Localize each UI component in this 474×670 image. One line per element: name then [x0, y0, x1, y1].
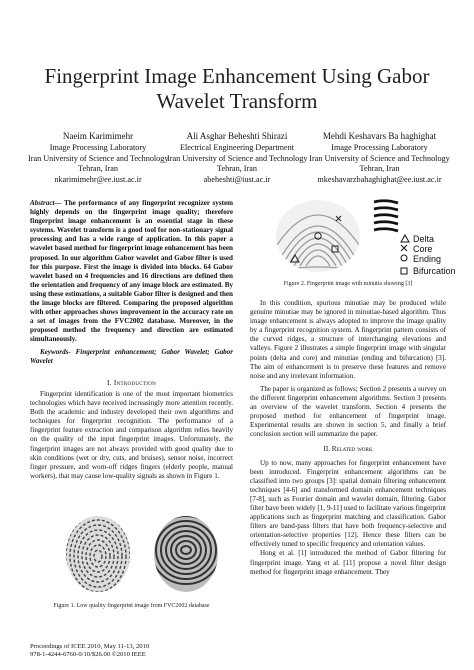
author-affiliation: Image Processing Laboratory	[49, 143, 147, 153]
legend-delta: Delta	[413, 234, 435, 244]
proceedings-footer	[30, 643, 149, 659]
figure-1-image	[58, 510, 228, 595]
paragraph-hong: Hong et al. [1] introduced the method of Gabor filtering for fingerprint image. Yang et al. [11] propose a novel filter design method for fingerprint image enhancement. They	[250, 549, 446, 576]
author-name: Mehdi Keshavars Ba haghighat	[322, 131, 437, 141]
title-line-2: Wavelet Transform	[156, 89, 318, 113]
paragraph-related-work: Up to now, many approaches for fingerprint enhancement have been introduced. Fingerprint enhancement algorithms can be classified into two groups [3]: spatial domain filtering enhancement techniques [4-6] and transformed domain enhancement techniques [7-8], such as Fourier domain and wavelet domain, filtering. Gabor filter have been widely [1, 9-11] used to facilitate various fingerprint applications such as fingerprint matching and classification. Gabor filters are band-pass filters that have both frequency-selective and orientation-selective properties [12]. Hence these filters can be effectively tuned to specific frequency and orientation values.	[250, 458, 446, 549]
author-location: Tehran, Iran	[217, 164, 257, 174]
abstract-label: Abstract—	[30, 199, 62, 207]
abstract-text: The performance of any fingerprint recognizer system highly depends on the fingerprint image quality; therefore fingerprint image enhancement is an essential stage in these systems. Wavelet transform is a good tool for non-stationary signal processing and has a wide range of application. In this paper a wavelet based method for fingerprint image enhancement has been proposed. In our algorithm Gabor wavelet and Gabor filter is used for this purpose. First the image is divided into blocks. 64 Gabor wavelet based on 4 frequencies and 16 directions are defined then the orientation and frequency of any image block are estimated. By using these estimations, a suitable Gabor filter is designed and then the image blocks are filtered. Comparing the proposed algorithm with other approaches shows improvement in the accuracy rate on a set of images from the FVC2002 database. Moreover, in the proposed method the frequency and direction are estimated simultaneously.	[30, 199, 233, 344]
title-line-1: Fingerprint Image Enhancement Using Gabor	[44, 64, 430, 88]
author-name: Naeim Karimimehr	[62, 131, 134, 141]
author-name: Ali Asghar Beheshti Shirazi	[186, 131, 288, 141]
author-institution: Iran University of Science and Technology	[28, 153, 169, 163]
figure-2-image	[270, 196, 456, 278]
author-institution: Iran University of Science and Technology	[309, 153, 450, 163]
author-location: Tehran, Iran	[78, 164, 118, 174]
figure-1-caption: Figure 1. Low quality fingerprint image from FVC2002 database	[53, 603, 210, 609]
paper-title	[40, 64, 434, 114]
right-column-text	[250, 299, 446, 577]
ridge-detail-inset	[374, 198, 398, 234]
author-block-1	[28, 131, 168, 185]
bifurcation-icon	[401, 268, 407, 274]
introduction-paragraph: Fingerprint identification is one of the most important biometrics technologies which have received increasingly more attention recently. Both the academic and industry developed their own algorithms and techniques for fingerprint recognition. The performance of a fingerprint feature extraction and comparison algorithm relies heavily on the quality of the input fingerprint images. Unfortunately, the fingerprint images are not always provided with good quality due to skin conditions (wet or dry, cuts, and bruises), sensor noise, incorrect finger pressure, and worn-off ridges fingers (elderly people, manual workers), that may cause low-quality signals as shown in Figure 1.	[30, 390, 233, 480]
introduction-text	[30, 390, 233, 481]
minutia-legend	[401, 234, 456, 276]
author-location: Tehran, Iran	[359, 164, 400, 174]
core-icon	[401, 245, 407, 251]
author-email: abeheshti@iust.ac.ir	[203, 174, 271, 184]
abstract	[30, 199, 233, 345]
fingerprint-image-wet	[151, 516, 221, 592]
figure-2-caption: Figure 2. Fingerprint image with minutia showing [3]	[283, 281, 413, 287]
author-affiliation: Image Processing Laboratory	[331, 143, 428, 153]
paragraph-minutiae: In this condition, spurious minutiae may be produced while genuine minutiae may be ignored in minutiae-based algorithm. Thus image enhancement is always adopted to improve the image quality by a fingerprint recognition system. A fingerprint pattern consists of the curved ridges, a structure of interchanging elevations and valleys. Figure 2 illustrates a simple fingerprint image with singular points (delta and core) and minutiae (ending and bifurcation) [3]. The aim of enhancement is to preserve these features and remove noise and any irrelevant information.	[250, 299, 446, 380]
section-heading-introduction: I. Introduction	[106, 378, 157, 387]
ending-icon	[401, 255, 407, 261]
keywords: Keywords- Fingerprint enhancement; Gabor Wavelet; Gabor Wavelet	[30, 348, 233, 366]
author-institution: Iran University of Science and Technology	[167, 153, 308, 163]
author-block-2	[167, 131, 307, 185]
legend-bifurcation: Bifurcation	[413, 266, 456, 276]
legend-ending: Ending	[413, 254, 442, 264]
footer-isbn: 978-1-4244-6760-0/10/$26.00 ©2010 IEEE	[30, 651, 146, 658]
author-block-3	[307, 131, 452, 185]
legend-core: Core	[413, 244, 433, 254]
author-email: nkarimimehr@ee.iust.ac.ir	[54, 174, 142, 184]
paragraph-organization: The paper is organized as follows; Section 2 presents a survey on the different fingerprint enhancement algorithms. Section 3 presents an overview of the wavelet transform. Section 4 presents the proposed method for enhancement of fingerprint image. Experimental results are shown in section 5, and finally a brief conclusion section will summarize the paper.	[250, 384, 446, 439]
author-affiliation: Electrical Engineering Department	[179, 143, 295, 153]
author-email: mkeshavarzbahaghighat@ee.iust.ac.ir	[317, 174, 442, 184]
footer-conference: Proceedings of ICEE 2010, May 11-13, 2010	[30, 643, 150, 650]
fingerprint-image	[270, 196, 370, 278]
fingerprint-image-dry	[66, 515, 130, 597]
delta-icon	[401, 235, 409, 242]
section-heading-related-work: II. Related work	[323, 445, 373, 454]
